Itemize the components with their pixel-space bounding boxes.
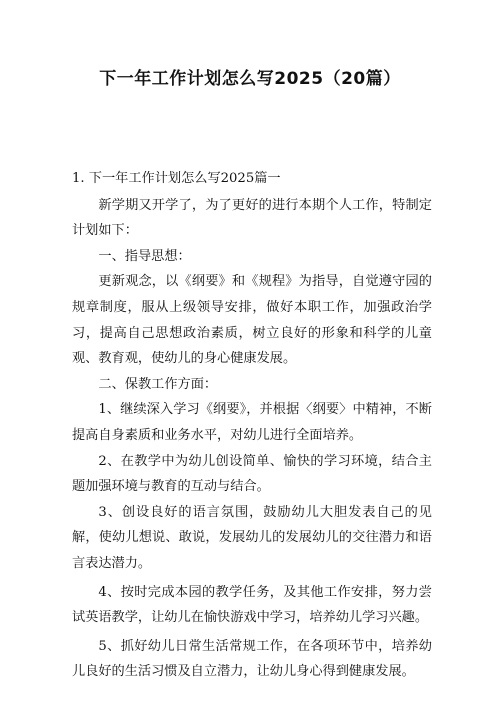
document-body (72, 166, 432, 685)
list-item-1: 1、继续深入学习《纲要》，并根据〈纲要〉中精神，不断提高自身素质和业务水平，对幼儿进行全面培养。 (72, 402, 432, 443)
list-item-3: 3、创设良好的语言氛围，鼓励幼儿大胆发表自己的见解，使幼儿想说、敢说，发展幼儿的发展幼儿的交往潜力和语言表达潜力。 (72, 504, 432, 571)
heading-teaching-work: 二、保教工作方面： (98, 376, 218, 392)
list-item-2: 2、在教学中为幼儿创设简单、愉快的学习环境，结合主题加强环境与教育的互动与结合。 (72, 453, 432, 495)
page-title: 下一年工作计划怎么写2025（20篇） (99, 69, 401, 89)
paragraph-intro: 新学期又开学了，为了更好的进行本期个人工作，特制定计划如下： (72, 197, 432, 239)
list-item-5: 5、抓好幼儿日常生活常规工作，在各项环节中，培养幼儿良好的生活习惯及自立潜力，让幼儿身心得到健康发展。 (72, 638, 432, 680)
section-heading: 1. 下一年工作计划怎么写2025篇一 (72, 171, 281, 186)
heading-guiding-ideology: 一、指导思想： (98, 248, 191, 264)
paragraph-guiding-ideology: 更新观念，以《纲要》和《规程》为指导，自觉遵守园的规章制度，服从上级领导安排，做好本职工作，加强政治学习，提高自己思想政治素质，树立良好的形象和科学的儿童观、教育观，使幼儿的身心健康发展。 (72, 274, 432, 367)
list-item-4: 4、按时完成本园的教学任务，及其他工作安排，努力尝试英语教学，让幼儿在愉快游戏中学习，培养幼儿学习兴趣。 (72, 584, 432, 626)
